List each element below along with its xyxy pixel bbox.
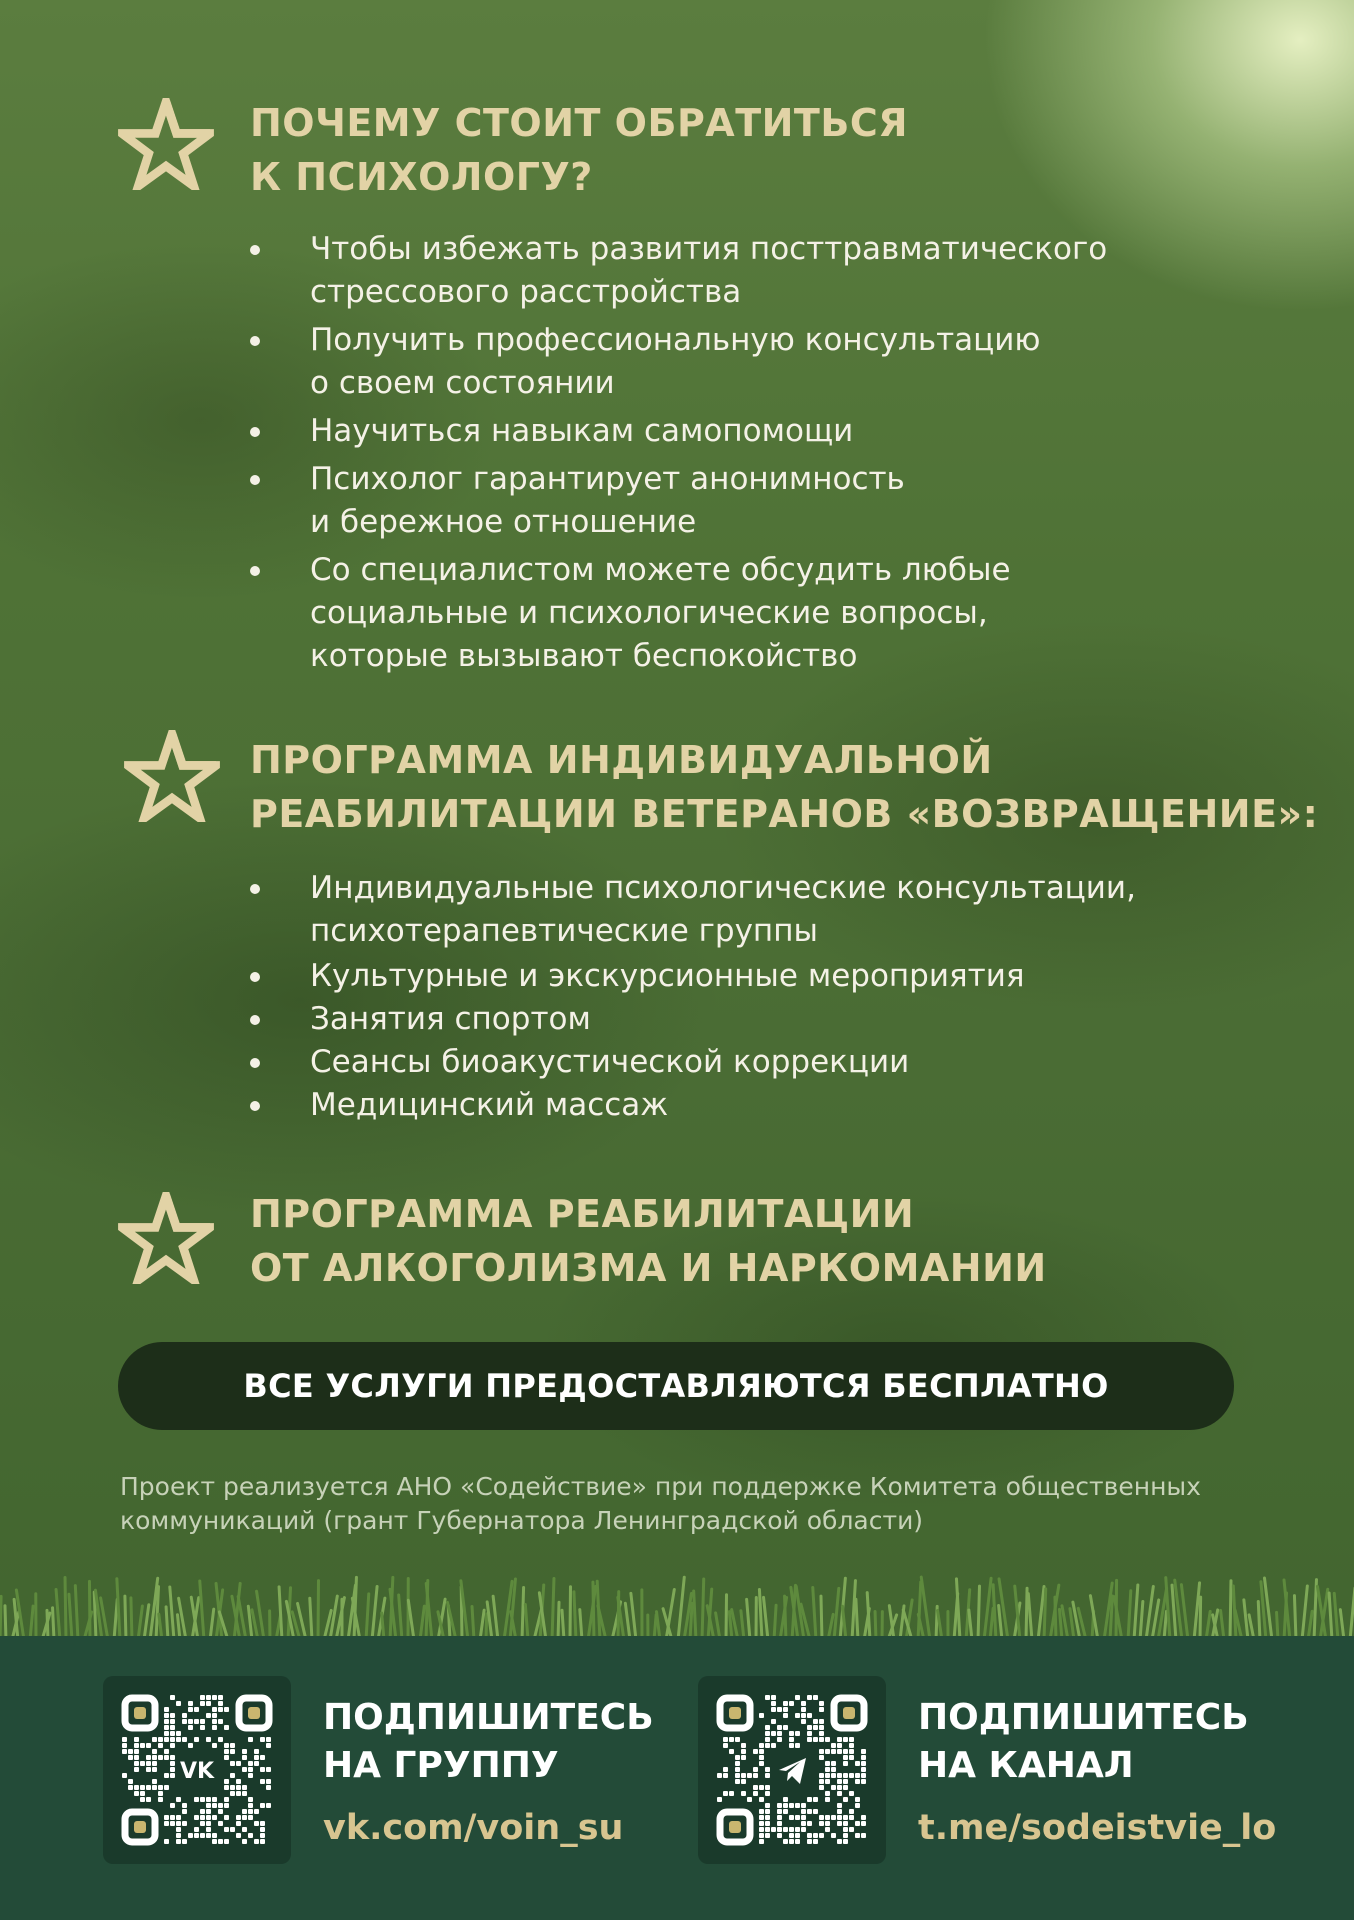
section-title: ПРОГРАММА ИНДИВИДУАЛЬНОЙ РЕАБИЛИТАЦИИ ВЕТЕРАНОВ «ВОЗВРАЩЕНИЕ»: — [250, 738, 1319, 836]
section-title: ПРОГРАММА РЕАБИЛИТАЦИИ ОТ АЛКОГОЛИЗМА И НАРКОМАНИИ — [250, 1192, 1047, 1290]
vk-logo-icon: VK — [179, 1759, 215, 1784]
vk-qr-code[interactable] — [103, 1676, 291, 1864]
telegram-subscribe-title: ПОДПИШИТЕСЬ НА КАНАЛ — [918, 1697, 1249, 1786]
qr-code-icon — [716, 1694, 868, 1846]
army-star-icon — [118, 1192, 214, 1284]
list-item: Медицинский массаж — [250, 1084, 1136, 1127]
list-item: Получить профессиональную консультацию о своем состоянии — [250, 319, 1107, 405]
bullet-list — [250, 867, 1136, 1127]
project-credits: Проект реализуется АНО «Содействие» при поддержке Комитета общественных коммуникаций (грант Губернатора Ленинградской области) — [120, 1472, 1201, 1535]
bullet-list — [250, 228, 1107, 678]
list-item: Чтобы избежать развития посттравматического стрессового расстройства — [250, 228, 1107, 314]
army-star-icon — [124, 730, 220, 822]
qr-code-icon — [121, 1694, 273, 1846]
list-item: Научиться навыкам самопомощи — [250, 410, 1107, 453]
list-item: Со специалистом можете обсудить любые социальные и психологические вопросы, которые вызывают беспокойство — [250, 549, 1107, 678]
vk-subscribe-title: ПОДПИШИТЕСЬ НА ГРУППУ — [323, 1697, 654, 1786]
footer — [0, 1636, 1354, 1920]
grass-decoration — [0, 1575, 1354, 1640]
list-item: Культурные и экскурсионные мероприятия — [250, 955, 1136, 998]
section-title: ПОЧЕМУ СТОИТ ОБРАТИТЬСЯ К ПСИХОЛОГУ? — [250, 101, 908, 199]
list-item: Сеансы биоакустической коррекции — [250, 1041, 1136, 1084]
list-item: Занятия спортом — [250, 998, 1136, 1041]
list-item: Индивидуальные психологические консультации, психотерапевтические группы — [250, 867, 1136, 953]
free-services-banner: ВСЕ УСЛУГИ ПРЕДОСТАВЛЯЮТСЯ БЕСПЛАТНО — [118, 1342, 1234, 1430]
vk-link[interactable]: vk.com/voin_su — [323, 1808, 624, 1848]
list-item: Психолог гарантирует анонимность и бережное отношение — [250, 458, 1107, 544]
telegram-link[interactable]: t.me/sodeistvie_lo — [918, 1808, 1277, 1848]
telegram-qr-code[interactable] — [698, 1676, 886, 1864]
army-star-icon — [118, 98, 214, 190]
